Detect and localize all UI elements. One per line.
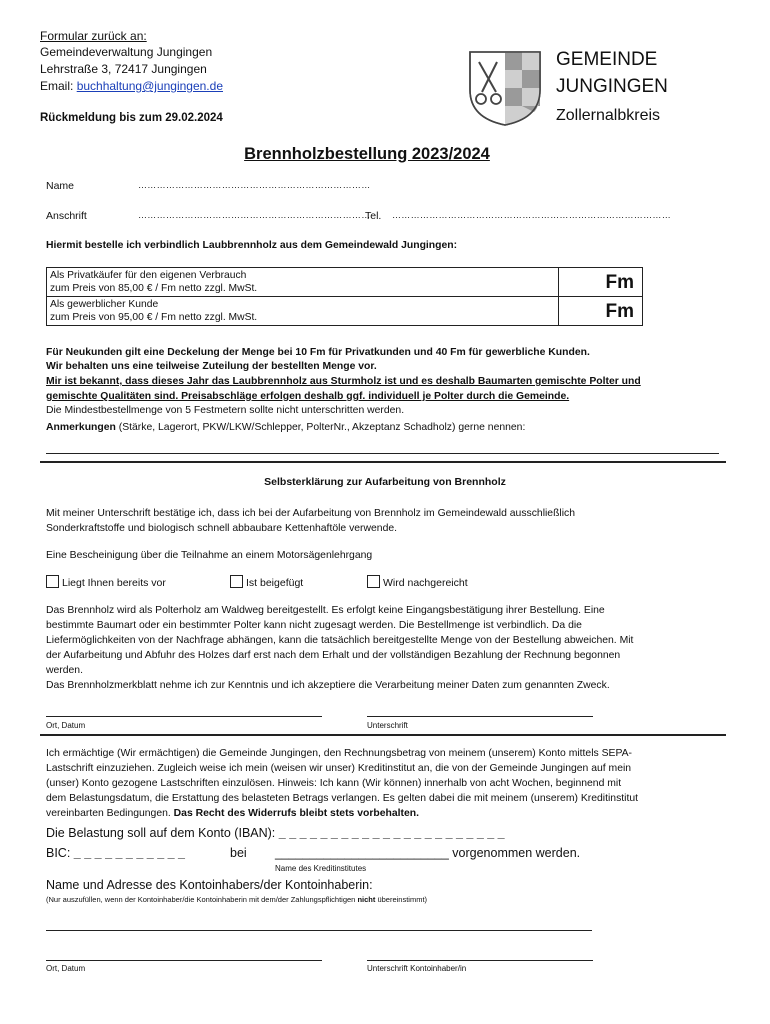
option-already-available[interactable]: [46, 575, 166, 589]
option-enclosed[interactable]: [230, 575, 303, 589]
self-declaration-text-2: Sonderkraftstoffe und biologisch schnell abbaubare Kettenhaftöle verwende.: [46, 523, 398, 534]
iban-label: Die Belastung soll auf dem Konto (IBAN):: [46, 826, 279, 840]
address-line-2: Lehrstraße 3, 72417 Jungingen: [40, 62, 207, 76]
note-allocation: Wir behalten uns eine teilweise Zuteilung der bestellten Menge vor.: [46, 361, 377, 372]
iban-field[interactable]: _ _ _ _ _ _ _ _ _ _ _ _ _ _ _ _ _ _ _ _ _ _: [278, 826, 505, 840]
bank-line: [275, 846, 580, 860]
withdrawal-note: Das Recht des Widerrufs bleibt stets vorbehalten.: [173, 808, 419, 819]
sepa-conditions: vereinbarten Bedingungen.: [46, 808, 174, 819]
order-row-commercial: [47, 297, 643, 326]
email-label: Email:: [40, 79, 77, 93]
name-field[interactable]: …………………………………………………………………: [138, 180, 371, 190]
signature-caption: Unterschrift: [367, 721, 408, 730]
sepa-line-1: Ich ermächtige (Wir ermächtigen) die Gemeinde Jungingen, den Rechnungsbetrag von meinem (unserem) Konto mittels SEPA-: [46, 748, 633, 759]
checkbox[interactable]: [230, 575, 243, 588]
conditions-line-5: werden.: [46, 665, 83, 676]
order-row-label: Als gewerblicher Kunde: [50, 299, 159, 310]
holder-note: [46, 895, 427, 904]
sepa-line-2: Lastschrift einzuziehen. Zugleich weise ich mein (weisen wir unser) Kreditinstitut an, die von der Gemeinde Jungingen auf mein: [46, 763, 632, 774]
coat-of-arms-icon: [466, 48, 546, 128]
place-date-caption: Ort, Datum: [46, 721, 86, 730]
holder-signature-caption: Unterschrift Kontoinhaber/in: [367, 964, 467, 973]
self-declaration-text-1: Mit meiner Unterschrift bestätige ich, dass ich bei der Aufarbeitung von Brennholz im Gemeindewald ausschließlich: [46, 508, 576, 519]
return-label: Formular zurück an:: [40, 29, 147, 43]
conditions-line-2: bestimmte Baumart oder ein bestimmter Polter kann nicht zugesagt werden. Die Bestellmenge ist verbindlich. Da die: [46, 620, 582, 631]
quantity-field-commercial[interactable]: [559, 297, 643, 326]
order-row-price: zum Preis von 95,00 € / Fm netto zzgl. MwSt.: [50, 312, 258, 323]
order-row-price: zum Preis von 85,00 € / Fm netto zzgl. MwSt.: [50, 283, 258, 294]
checkbox[interactable]: [367, 575, 380, 588]
logo-name-line-2: JUNGINGEN: [556, 76, 668, 97]
section-divider: [40, 734, 726, 736]
address-field[interactable]: …………………………………………………………………: [138, 210, 371, 220]
order-row-label: Als Privatkäufer für den eigenen Verbrauch: [50, 270, 247, 281]
conditions-line-4: der Aufarbeitung und Abfuhr des Holzes darf erst nach dem Erhalt und der vollständigen Bezahlung der Rechnung begonnen: [46, 650, 621, 661]
conditions-line-3: Liefermöglichkeiten von der Nachfrage abhängen, kann die tatsächlich bereitgestellte Menge von der Bestellung abweichen. Mit: [46, 635, 634, 646]
remarks-line: [46, 420, 726, 435]
remarks-field[interactable]: [46, 453, 719, 454]
holder-heading: Name und Adresse des Kontoinhabers/der Kontoinhaberin:: [46, 878, 373, 892]
note-minimum: Die Mindestbestellmenge von 5 Festmetern sollte nicht unterschritten werden.: [46, 405, 405, 416]
address-line-1: Gemeindeverwaltung Jungingen: [40, 45, 213, 59]
bic-line: [46, 846, 185, 860]
deadline: Rückmeldung bis zum 29.02.2024: [40, 112, 223, 124]
bank-at-label: bei: [230, 846, 247, 860]
holder-name-field[interactable]: [46, 930, 592, 931]
option-label: Liegt Ihnen bereits vor: [62, 577, 166, 589]
holder-note-text: (Nur auszufüllen, wenn der Kontoinhaber/die Kontoinhaberin mit dem/der Zahlungspflichtigen: [46, 895, 358, 904]
quantity-field-private[interactable]: [559, 268, 643, 297]
bic-label: BIC:: [46, 846, 74, 860]
order-table: [46, 267, 643, 326]
order-row-private: [47, 268, 643, 297]
bic-field[interactable]: _ _ _ _ _ _ _ _ _ _ _: [73, 846, 185, 860]
bank-caption: Name des Kreditinstitutes: [275, 864, 367, 873]
option-submitted-later[interactable]: [367, 575, 468, 589]
sepa-line-4: dem Belastungsdatum, die Erstattung des belasteten Betrags verlangen. Es gelten dabei die mit meinem (unserem) Kreditinstitut: [46, 793, 639, 804]
holder-place-date-caption: Ort, Datum: [46, 964, 86, 973]
logo-district: Zollernalbkreis: [556, 107, 661, 124]
order-intro: Hiermit bestelle ich verbindlich Laubbrennholz aus dem Gemeindewald Jungingen:: [46, 240, 458, 251]
certificate-text: Eine Bescheinigung über die Teilnahme an einem Motorsägenlehrgang: [46, 550, 373, 561]
conditions-line-6: Das Brennholzmerkblatt nehme ich zur Kenntnis und ich akzeptiere die Verarbeitung meiner Daten zum genannten Zweck.: [46, 680, 610, 691]
place-date-field[interactable]: [46, 716, 322, 717]
holder-place-date-field[interactable]: [46, 960, 322, 961]
note-storm-2: gemischte Qualitäten sind. Preisabschläge erfolgen deshalb ggf. individuell je Polter durch die Gemeinde.: [46, 391, 570, 402]
checkbox[interactable]: [46, 575, 59, 588]
signature-field[interactable]: [367, 716, 593, 717]
tel-field[interactable]: ………………………………………………………………………………: [392, 210, 671, 220]
tel-label: Tel.: [365, 210, 382, 222]
unit-label: Fm: [605, 271, 634, 293]
iban-line: [46, 826, 505, 840]
name-label: Name: [46, 180, 75, 192]
self-declaration-heading: Selbsterklärung zur Aufarbeitung von Brennholz: [264, 476, 506, 488]
executed-label: vorgenommen werden.: [448, 846, 581, 860]
holder-signature-field[interactable]: [367, 960, 593, 961]
conditions-line-1: Das Brennholz wird als Polterholz am Waldweg bereitgestellt. Es erfolgt keine Eingangsbestätigung ihrer Bestellung. Eine: [46, 605, 605, 616]
unit-label: Fm: [605, 300, 634, 322]
sepa-line-3: (unser) Konto gezogene Lastschriften einzulösen. Hinweis: Ich kann (Wir können) innerhalb von acht Wochen, beginnend mit: [46, 778, 622, 789]
holder-note-emphasis: nicht: [357, 895, 376, 904]
remarks-hint: (Stärke, Lagerort, PKW/LKW/Schlepper, PolterNr., Akzeptanz Schadholz) gerne nennen:: [115, 422, 526, 433]
option-label: Ist beigefügt: [246, 577, 304, 589]
email-link[interactable]: buchhaltung@jungingen.de: [76, 79, 223, 93]
holder-note-end: übereinstimmt): [375, 895, 428, 904]
note-cap: Für Neukunden gilt eine Deckelung der Menge bei 10 Fm für Privatkunden und 40 Fm für gewerbliche Kunden.: [46, 347, 590, 358]
option-label: Wird nachgereicht: [383, 577, 468, 589]
address-label: Anschrift: [46, 210, 87, 222]
sepa-line-5: [46, 806, 726, 821]
logo-name-line-1: GEMEINDE: [556, 49, 658, 70]
page-title: Brennholzbestellung 2023/2024: [244, 145, 490, 163]
section-divider: [40, 461, 726, 463]
remarks-label: Anmerkungen: [46, 422, 116, 433]
note-storm-1: Mir ist bekannt, dass dieses Jahr das Laubbrennholz aus Sturmholz ist und es deshalb Baumarten gemischte Polter und: [46, 376, 641, 387]
bank-name-field[interactable]: _________________________: [275, 846, 449, 860]
email-line: [40, 79, 223, 93]
